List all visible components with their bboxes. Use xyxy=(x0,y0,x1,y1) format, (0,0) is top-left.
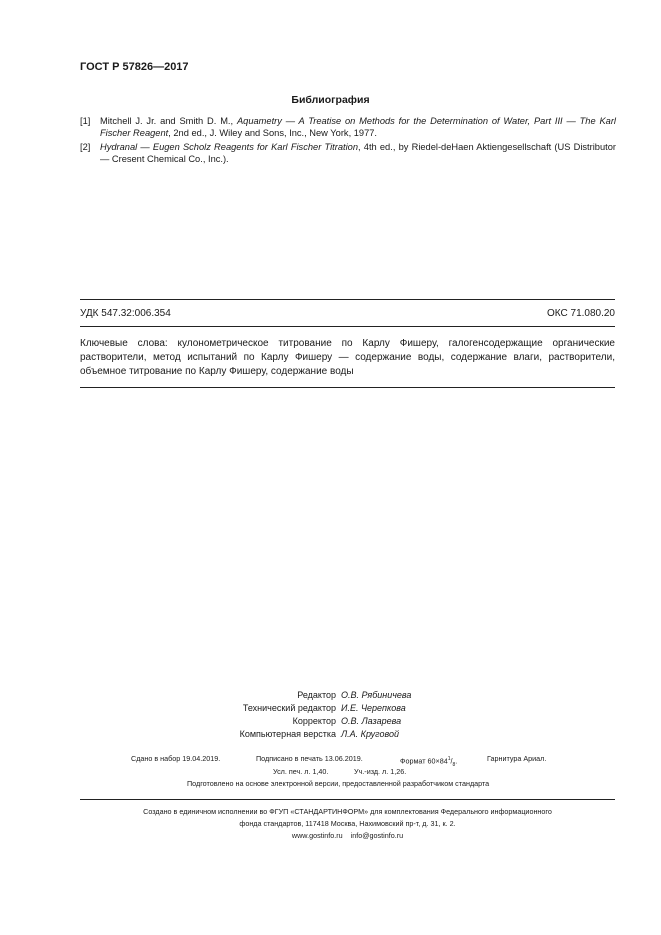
ref-number: [1] xyxy=(80,116,91,126)
publisher-sheets: Уч.-изд. л. 1,26. xyxy=(354,767,407,776)
font-family-note: Гарнитура Ариал. xyxy=(487,754,547,763)
staff-name: О.В. Рябиничева xyxy=(341,690,412,700)
staff-role: Технический редактор xyxy=(242,703,336,713)
submitted-date: Сдано в набор 19.04.2019. xyxy=(131,754,221,763)
divider-middle xyxy=(80,326,615,327)
udk-code: УДК 547.32:006.354 xyxy=(80,308,171,319)
ref-number: [2] xyxy=(80,142,91,152)
ref-title: Aquametry — A Treatise on Methods for the Determination of Water, Part III — The Karl Fischer Reagent xyxy=(100,116,616,138)
signed-date: Подписано в печать 13.06.2019. xyxy=(256,754,363,763)
staff-role: Компьютерная верстка xyxy=(239,729,336,739)
print-sheets: Усл. печ. л. 1,40. xyxy=(273,767,329,776)
staff-name: О.В. Лазарева xyxy=(341,716,402,726)
divider-top xyxy=(80,299,615,300)
format-denominator: 8 xyxy=(452,761,456,768)
ref-authors: Mitchell J. Jr. and Smith D. M., xyxy=(100,116,237,126)
staff-role: Редактор xyxy=(297,690,336,700)
footer xyxy=(80,806,615,842)
staff-row-tech-editor xyxy=(0,702,661,715)
paper-format: Формат $60\times 84^1/_8$. xyxy=(400,756,458,768)
staff-name: И.Е. Черепкова xyxy=(341,703,406,713)
staff-role: Корректор xyxy=(292,716,336,726)
staff-name: Л.А. Круговой xyxy=(341,729,400,739)
footer-contacts xyxy=(80,830,615,842)
bibliography-ref-1 xyxy=(80,115,616,139)
staff-row-layout xyxy=(0,728,661,741)
email-link[interactable]: info@gostinfo.ru xyxy=(350,831,404,840)
staff-list xyxy=(0,689,661,741)
footer-line-2: фонда стандартов, 117418 Москва, Нахимовский пр-т, д. 31, к. 2. xyxy=(239,819,456,828)
keywords: Ключевые слова: кулонометрическое титрование по Карлу Фишеру, галогенсодержащие органические растворители, метод испытаний по Карлу Фишеру — содержание воды, содержание влаги, растворители, объемное титрование по Карлу Фишеру, содержание воды xyxy=(80,338,615,377)
divider-footer xyxy=(80,799,615,800)
ref-title: Hydranal — Eugen Scholz Reagents for Karl Fischer Titration xyxy=(100,142,358,152)
staff-row-editor xyxy=(0,689,661,702)
oks-code: ОКС 71.080.20 xyxy=(547,308,615,319)
standard-number: ГОСТ Р 57826—2017 xyxy=(80,61,189,73)
divider-bottom xyxy=(80,387,615,388)
bibliography-title: Библиография xyxy=(291,94,370,106)
footer-line-1: Создано в единичном исполнении во ФГУП «СТАНДАРТИНФОРМ» для комплектования Федерального информационного xyxy=(143,807,552,816)
format-label: Формат 60×84 xyxy=(400,756,448,766)
website-link[interactable]: www.gostinfo.ru xyxy=(291,831,343,840)
ref-rest: , 4th ed., by Riedel-deHaen Aktiengesellschaft (US Distributor — Cresent Chemical Co., Inc.). xyxy=(100,142,616,164)
bibliography-ref-2 xyxy=(80,141,616,165)
format-numerator: 1 xyxy=(447,756,451,762)
staff-row-corrector xyxy=(0,715,661,728)
ref-rest: , 2nd ed., J. Wiley and Sons, Inc., New York, 1977. xyxy=(168,128,377,138)
prepared-note: Подготовлено на основе электронной версии, предоставленной разработчиком стандарта xyxy=(187,779,490,788)
